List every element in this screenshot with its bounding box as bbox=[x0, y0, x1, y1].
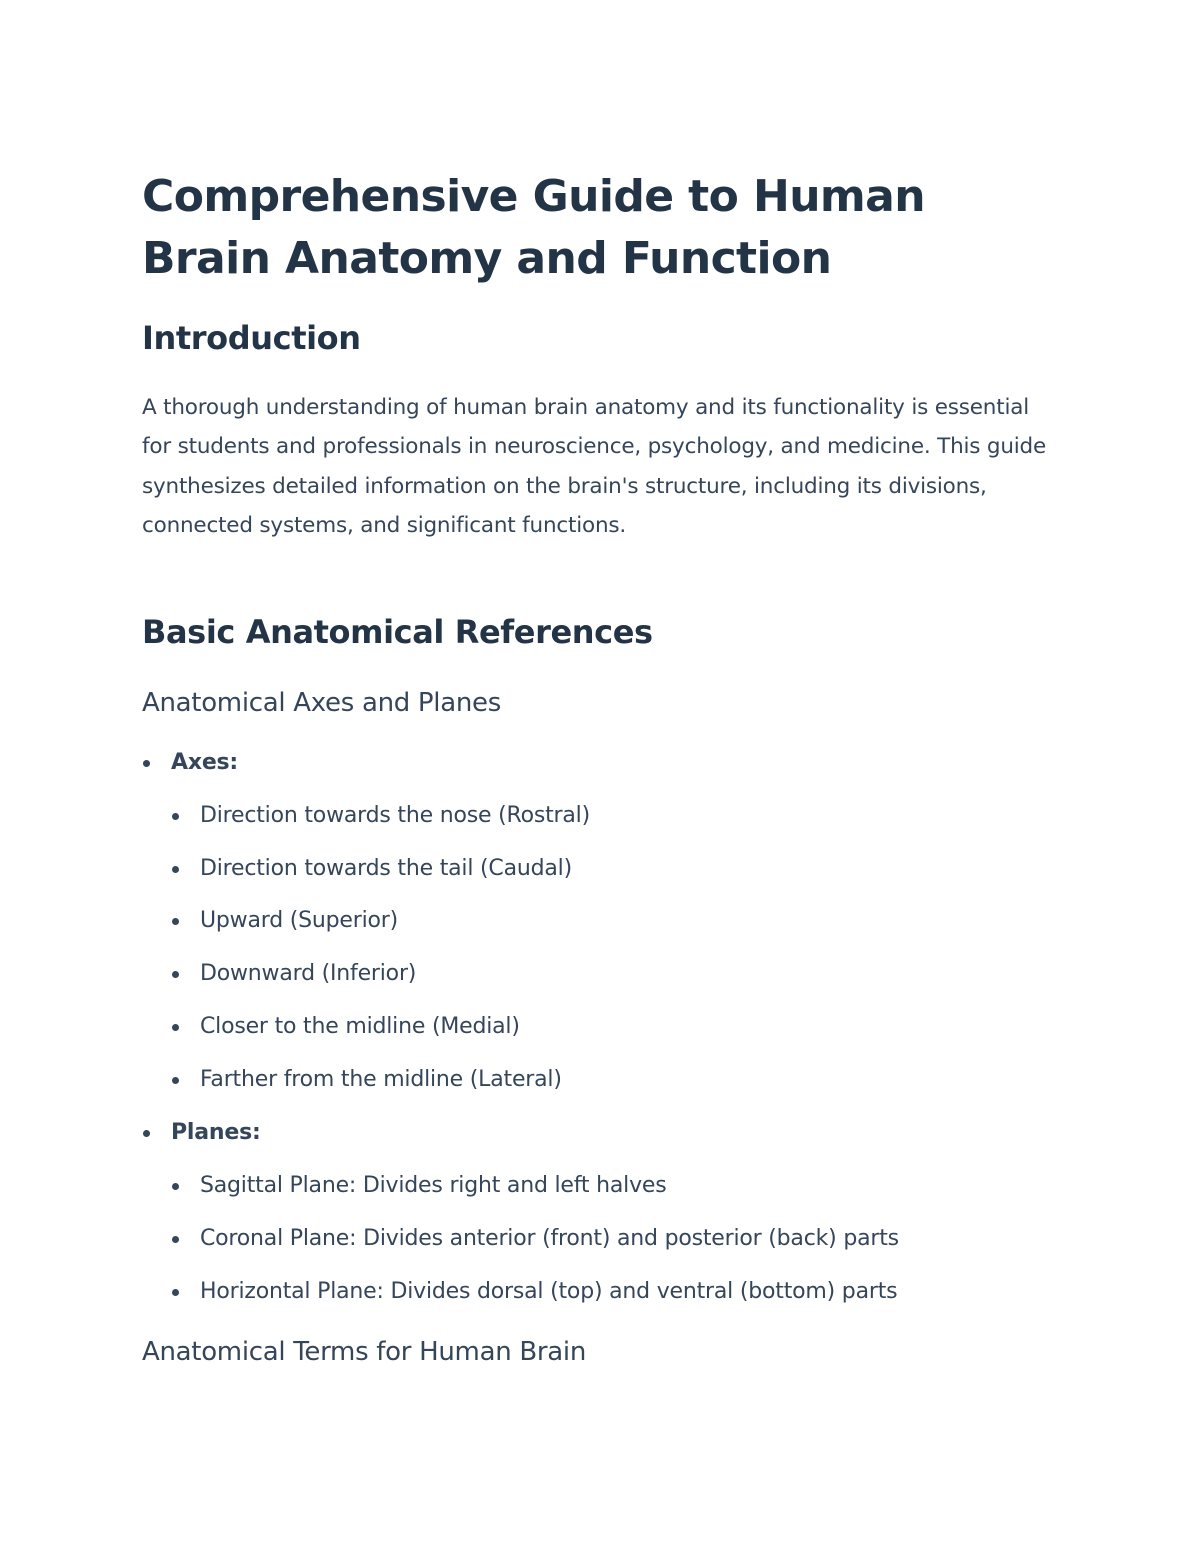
bullet-icon bbox=[172, 1183, 179, 1190]
list-item-text: Coronal Plane: Divides anterior (front) and posterior (back) parts bbox=[200, 1226, 899, 1251]
introduction-paragraph: A thorough understanding of human brain anatomy and its functionality is essential for students and professionals in neuroscience, psychology, and medicine. This guide synthesizes detailed information on the brain's structure, including its divisions, connected systems, and significant functions. bbox=[142, 395, 1047, 539]
introduction-heading: Introduction bbox=[142, 319, 361, 357]
list-item-label: Planes: bbox=[171, 1120, 261, 1145]
list-item-text: Direction towards the nose (Rostral) bbox=[200, 803, 590, 828]
bullet-icon bbox=[172, 971, 179, 978]
list-item bbox=[200, 801, 590, 831]
list-item bbox=[200, 1012, 520, 1042]
bullet-icon bbox=[172, 1289, 179, 1296]
bullet-icon bbox=[143, 1130, 150, 1137]
list-item-text: Upward (Superior) bbox=[200, 908, 398, 933]
list-item bbox=[200, 1277, 897, 1307]
list-item bbox=[200, 959, 416, 989]
list-item-label: Axes: bbox=[171, 750, 239, 775]
list-item bbox=[200, 1065, 562, 1095]
document-title: Comprehensive Guide to Human Brain Anatomy and Function bbox=[142, 171, 925, 284]
basic-anatomical-references-heading: Basic Anatomical References bbox=[142, 613, 653, 651]
bullet-icon bbox=[172, 1077, 179, 1084]
list-item-text: Direction towards the tail (Caudal) bbox=[200, 856, 572, 881]
bullet-icon bbox=[172, 866, 179, 873]
bullet-icon bbox=[172, 1236, 179, 1243]
list-item-text: Closer to the midline (Medial) bbox=[200, 1014, 520, 1039]
bullet-icon bbox=[172, 813, 179, 820]
list-item bbox=[200, 906, 398, 936]
list-item bbox=[200, 854, 572, 884]
bullet-icon bbox=[143, 760, 150, 767]
bullet-icon bbox=[172, 918, 179, 925]
axes-and-planes-heading: Anatomical Axes and Planes bbox=[142, 688, 501, 718]
list-item-axes bbox=[171, 748, 238, 778]
anatomical-terms-heading: Anatomical Terms for Human Brain bbox=[142, 1337, 587, 1367]
list-item-text: Farther from the midline (Lateral) bbox=[200, 1067, 562, 1092]
list-item-text: Downward (Inferior) bbox=[200, 961, 417, 986]
list-item bbox=[200, 1224, 899, 1254]
bullet-icon bbox=[172, 1024, 179, 1031]
list-item-text: Sagittal Plane: Divides right and left halves bbox=[200, 1173, 667, 1198]
list-item-text: Horizontal Plane: Divides dorsal (top) and ventral (bottom) parts bbox=[200, 1279, 898, 1304]
list-item bbox=[200, 1171, 667, 1201]
list-item-planes bbox=[171, 1118, 261, 1148]
